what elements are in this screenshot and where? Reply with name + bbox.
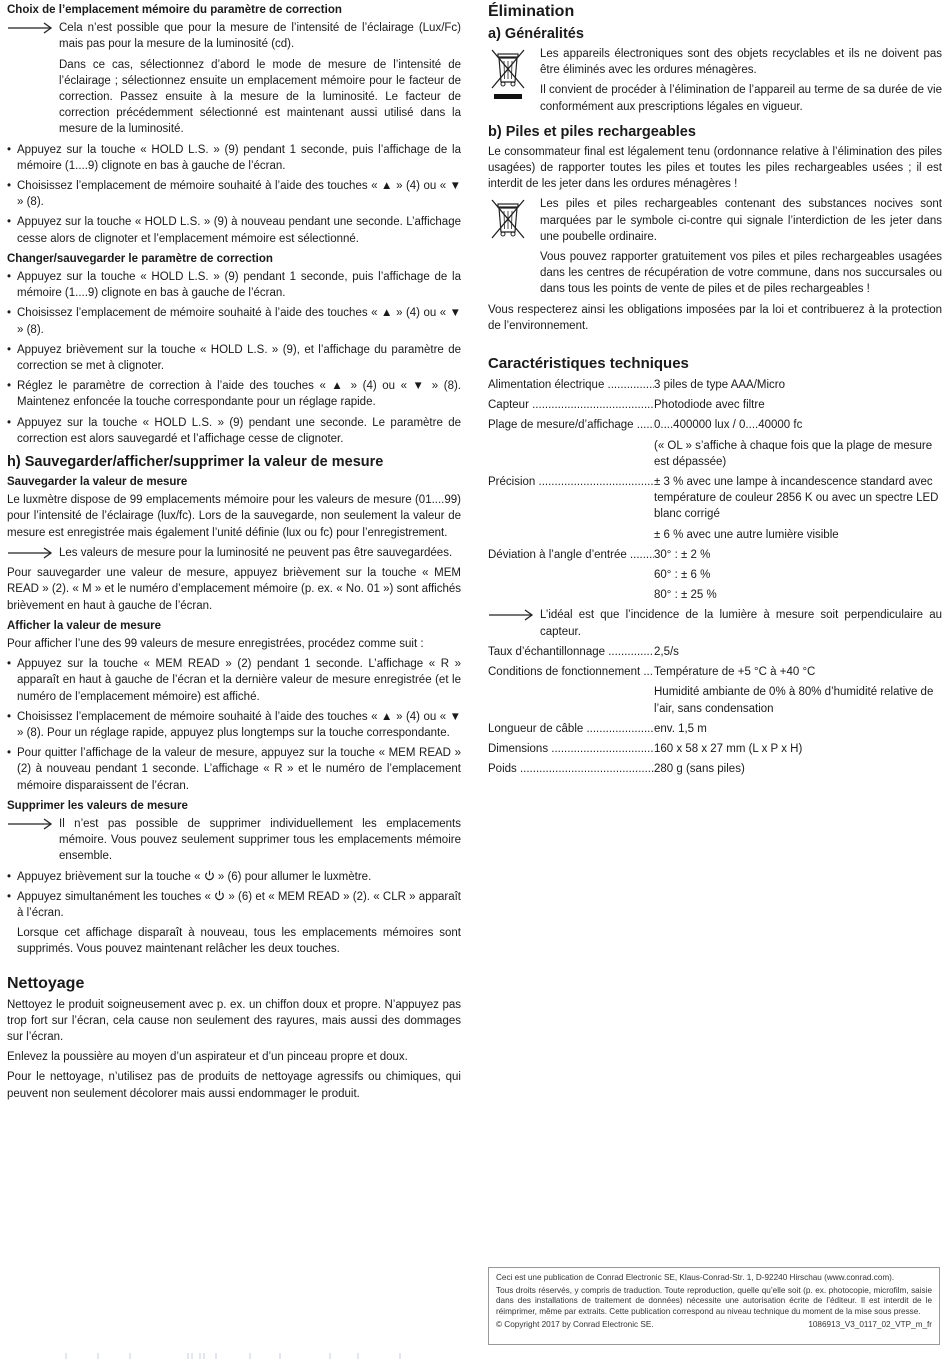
list-item: • Choisissez l’emplacement de mémoire souhaité à l’aide des touches « ▲ » (4) ou « ▼ » (8). Pour un réglage rapide, appuyez plus longtemps sur la touche correspondante. xyxy=(7,709,461,741)
imprint-publisher: Ceci est une publication de Conrad Electronic SE, Klaus-Conrad-Str. 1, D-92240 Hirschau (www.conrad.com). xyxy=(496,1273,895,1282)
imprint-bottom-row xyxy=(496,1320,932,1330)
note-text: Il n’est pas possible de supprimer individuellement les emplacements mémoire. Vous pouvez seulement supprimer tous les emplacements mémoire ensemble. xyxy=(59,817,461,863)
note-text: Les valeurs de mesure pour la luminosité ne peuvent pas être sauvegardées. xyxy=(59,546,453,559)
spec-row xyxy=(488,761,942,777)
list-item-text: Appuyez simultanément les touches « xyxy=(17,890,215,903)
document-code: 1086913_V3_0117_02_VTP_m_fr xyxy=(808,1319,932,1329)
left-column xyxy=(7,2,461,1106)
section-heading: h) Sauvegarder/afficher/supprimer la valeur de mesure xyxy=(7,454,384,471)
list-item-text: Appuyez brièvement sur la touche « xyxy=(17,870,204,883)
spec-row xyxy=(488,474,942,523)
paragraph: Vous respecterez ainsi les obligations imposées par la loi et contribuerez à la protection de l’environnement. xyxy=(488,303,942,332)
weee-block xyxy=(488,46,942,115)
list-item: • Choisissez l’emplacement de mémoire souhaité à l’aide des touches « ▲ » (4) ou « ▼ » (8). xyxy=(7,178,461,210)
paragraph: Lorsque cet affichage disparaît à nouveau, tous les emplacements mémoires sont supprimés. Vous pouvez maintenant relâcher les deux touches. xyxy=(17,927,461,956)
spec-subvalue: Humidité ambiante de 0% à 80% d’humidité relative de l’air, sans condensation xyxy=(654,686,934,715)
paragraph: Les appareils électroniques sont des objets recyclables et ils ne doivent pas être éliminés avec les ordures ménagères. xyxy=(540,48,942,77)
arrow-icon xyxy=(488,607,534,623)
paragraph: Pour le nettoyage, n’utilisez pas de produits de nettoyage agressifs ou chimiques, qui peuvent non seulement décolorer mais aussi endommager le produit. xyxy=(7,1071,461,1100)
spec-row xyxy=(488,417,942,433)
list-item: • Choisissez l’emplacement de mémoire souhaité à l’aide des touches « ▲ » (4) ou « ▼ » (8). xyxy=(7,305,461,337)
right-column xyxy=(488,2,942,781)
power-icon xyxy=(204,870,215,881)
list-item: • Appuyez sur la touche « HOLD L.S. » (9) pendant une seconde. Le paramètre de correction est alors sauvegardé et l’affichage cesse de clignoter. xyxy=(7,415,461,447)
spec-value: 280 g (sans piles) xyxy=(654,763,745,776)
spec-row xyxy=(488,741,942,757)
spec-value: 160 x 58 x 27 mm (L x P x H) xyxy=(654,742,803,755)
section-title: Sauvegarder la valeur de mesure xyxy=(7,476,188,489)
list-item xyxy=(7,869,461,885)
copyright-text: © Copyright 2017 by Conrad Electronic SE. xyxy=(496,1319,654,1329)
spec-label: Précision ..... xyxy=(488,474,654,523)
section-heading: Élimination xyxy=(488,3,575,20)
list-item: • Appuyez sur la touche « HOLD L.S. » (9) à nouveau pendant une seconde. L’affichage cesse alors de clignoter et l’emplacement mémoire est sélectionné. xyxy=(7,214,461,246)
section-title: Supprimer les valeurs de mesure xyxy=(7,799,188,812)
arrow-icon xyxy=(7,816,53,832)
note-text: Cela n’est possible que pour la mesure de l’intensité de l’éclairage (Lux/Fc) mais pas pour la mesure de la luminosité (cd). xyxy=(59,22,461,51)
paragraph: Le luxmètre dispose de 99 emplacements mémoire pour les valeurs de mesure (01....99) pour l’intensité de l’éclairage (lux/fc). Lors de la sauvegarde, non seulement la valeur de mesure est enregistrée mais également l’unité définie (lux ou fc) pour l’enregistrement. xyxy=(7,494,461,539)
paragraph: Pour afficher l’une des 99 valeurs de mesure enregistrées, procédez comme suit : xyxy=(7,637,424,650)
spec-value: ± 3 % avec une lampe à incandescence standard avec température de couleur 2856 K ou avec un spectre LED blanc corrigé xyxy=(654,476,939,521)
list-item: • Pour quitter l’affichage de la valeur de mesure, appuyez sur la touche « MEM READ » (2) à nouveau pendant 1 seconde. L’affichage « R » et le numéro de l’emplacement mémoire disparaissent de l’écran. xyxy=(7,745,461,794)
list-item: • Appuyez sur la touche « HOLD L.S. » (9) pendant 1 seconde, puis l’affichage de la mémoire (1....9) clignote en bas à gauche de l’écran. xyxy=(7,142,461,174)
spec-label: Poids ..... xyxy=(488,761,654,777)
note-block xyxy=(488,607,942,639)
spec-label: Longueur de câble ..... xyxy=(488,721,654,737)
spec-subvalue: ± 6 % avec une autre lumière visible xyxy=(654,528,839,541)
battery-disposal-block xyxy=(488,196,942,297)
list-item-text: » (6) pour allumer le luxmètre. xyxy=(214,870,372,883)
paragraph: Enlevez la poussière au moyen d’un aspirateur et d’un pinceau propre et doux. xyxy=(7,1051,408,1064)
spec-row xyxy=(488,397,942,413)
note-text: L’idéal est que l’incidence de la lumière à mesure soit perpendiculaire au capteur. xyxy=(540,609,942,638)
paragraph: Les piles et piles rechargeables contenant des substances nocives sont marquées par le symbole ci-contre qui signale l’interdiction de les jeter dans une poubelle ordinaire. xyxy=(540,198,942,243)
scan-artifact-strip xyxy=(40,1352,420,1360)
list-item xyxy=(7,889,461,921)
spec-label: Capteur ..... xyxy=(488,397,654,413)
paragraph: Pour sauvegarder une valeur de mesure, appuyez brièvement sur la touche « MEM READ » (2). « M » et le numéro d’emplacement mémoire (p. ex. « No. 01 ») sont affichés brièvement en haut à gauche de l’écran. xyxy=(7,567,461,612)
note-block xyxy=(7,20,461,137)
section-title: Choix de l’emplacement mémoire du paramètre de correction xyxy=(7,4,342,16)
spec-subvalue: (« OL » s’affiche à chaque fois que la plage de mesure est dépassée) xyxy=(654,439,933,468)
spec-value: 2,5/s xyxy=(654,645,679,658)
spec-row xyxy=(488,721,942,737)
spec-label: Plage de mesure/d’affichage ..... xyxy=(488,417,654,433)
imprint-box xyxy=(488,1267,940,1345)
crossed-bin-icon xyxy=(488,48,528,105)
spec-row xyxy=(488,644,942,660)
spec-value: 3 piles de type AAA/Micro xyxy=(654,379,786,392)
spec-subvalue: 60° : ± 6 % xyxy=(654,569,711,582)
note-text: Dans ce cas, sélectionnez d’abord le mode de mesure de l’intensité de l’éclairage ; sélectionnez ensuite un emplacement mémoire pour le facteur de correction. Passez ensuite à la mesure de la luminosité. Le facteur de correction précédemment sélectionné est maintenant aussi utilisé dans la mesure de la luminosité. xyxy=(59,58,461,136)
spec-label: Déviation à l’angle d’entrée ..... xyxy=(488,547,654,563)
section-heading: Caractéristiques techniques xyxy=(488,355,689,373)
paragraph: Le consommateur final est légalement tenu (ordonnance relative à l’élimination des piles usagées) de rapporter toutes les piles et toutes les piles rechargeables usées ; il est interdit de les jeter dans les ordures ménagères ! xyxy=(488,145,942,191)
arrow-icon xyxy=(7,20,53,36)
spec-value: 0....400000 lux / 0....40000 fc xyxy=(654,419,803,432)
note-block xyxy=(7,545,461,561)
list-item-text: » (6) et « MEM READ » (2). « CLR » apparaît à l’écran. xyxy=(17,890,461,919)
spec-label: Alimentation électrique ..... xyxy=(488,377,654,393)
list-item: • Appuyez sur la touche « HOLD L.S. » (9) pendant 1 seconde, puis l’affichage de la mémoire (1....9) clignote en bas à gauche de l’écran. xyxy=(7,269,461,301)
spec-value: 30° : ± 2 % xyxy=(654,548,711,561)
section-title: Afficher la valeur de mesure xyxy=(7,619,162,632)
section-title: Changer/sauvegarder le paramètre de correction xyxy=(7,252,273,265)
spec-label: Conditions de fonctionnement ..... xyxy=(488,664,654,680)
section-heading: Nettoyage xyxy=(7,974,85,992)
power-icon xyxy=(214,890,225,901)
spec-row xyxy=(488,664,942,680)
list-item: • Réglez le paramètre de correction à l’aide des touches « ▲ » (4) ou « ▼ » (8). Maintenez enfoncée la touche correspondante pour un réglage rapide. xyxy=(7,378,461,410)
spec-label: Taux d’échantillonnage ..... xyxy=(488,644,654,660)
spec-value: Photodiode avec filtre xyxy=(654,399,765,412)
list-item: • Appuyez sur la touche « MEM READ » (2) pendant 1 seconde. L’affichage « R » apparaît en haut à gauche de l’écran et la dernière valeur de mesure enregistrée (et le numéro de l’emplacement mémoire) est affiché. xyxy=(7,656,461,705)
list-item: • Appuyez brièvement sur la touche « HOLD L.S. » (9), et l’affichage du paramètre de correction se met à clignoter. xyxy=(7,342,461,374)
spec-row xyxy=(488,547,942,563)
section-heading: b) Piles et piles rechargeables xyxy=(488,123,696,140)
spec-row xyxy=(488,377,942,393)
spec-value: env. 1,5 m xyxy=(654,722,707,735)
crossed-bin-icon xyxy=(488,198,528,247)
spec-value: Température de +5 °C à +40 °C xyxy=(654,666,816,679)
spec-label: Dimensions ..... xyxy=(488,741,654,757)
note-block xyxy=(7,816,461,865)
imprint-rights: Tous droits réservés, y compris de traduction. Toute reproduction, quelle qu’elle soit (p. ex. photocopie, microfilm, saisie dans des installations de traitement de données) nécessite une autorisation écrite de l’éditeur. Il est interdit de le réimprimer, même par extraits. Cette publication correspond au niveau technique du moment de la mise sous presse. xyxy=(496,1286,932,1316)
paragraph: Vous pouvez rapporter gratuitement vos piles et piles rechargeables usagées dans les centres de récupération de votre commune, dans nos succursales ou dans tous les points de vente de piles et de piles rechargeables ! xyxy=(540,251,942,296)
paragraph: Nettoyez le produit soigneusement avec p. ex. un chiffon doux et propre. N’appuyez pas trop fort sur l’écran, cela cause non seulement des rayures, mais aussi des dommages sur l’écran. xyxy=(7,998,461,1043)
spec-subvalue: 80° : ± 25 % xyxy=(654,589,717,602)
paragraph: Il convient de procéder à l’élimination de l’appareil au terme de sa durée de vie conformément aux prescriptions légales en vigueur. xyxy=(540,84,942,113)
section-heading: a) Généralités xyxy=(488,26,584,42)
arrow-icon xyxy=(7,545,53,561)
